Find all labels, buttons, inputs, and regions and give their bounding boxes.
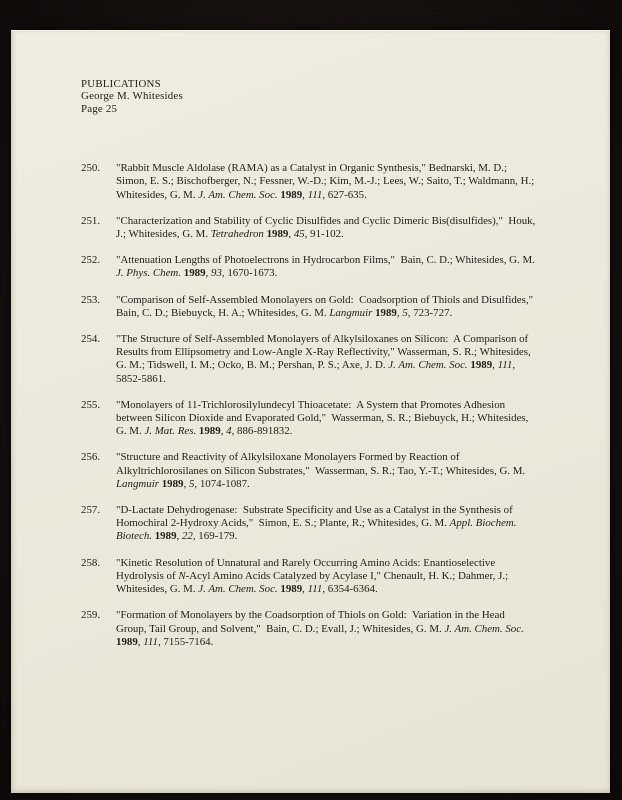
text-segment: , 169-179.	[192, 530, 238, 543]
publication-entry	[81, 215, 610, 241]
entry-number: 257.	[81, 504, 101, 517]
text-segment: "Monolayers of 11-Trichlorosilylundecyl Thioacetate: A System that Promotes Adhesion between Silicon Dioxide and Evaporated Gold," Wasserman, S. R.; Biebuyck, H.; Whitesides, G. M.	[116, 398, 532, 438]
text-segment: 1989	[183, 267, 206, 280]
text-segment: 111	[307, 583, 323, 596]
text-segment: 93	[211, 267, 222, 280]
text-segment: ,	[288, 228, 294, 241]
text-segment: J. Am. Chem. Soc.	[198, 583, 278, 596]
text-segment: N	[178, 569, 186, 582]
text-segment: , 1074-1087.	[194, 477, 250, 490]
text-segment: "The Structure of Self-Assembled Monolayers of Alkylsiloxanes on Silicon: A Comparison of Results from Ellipsometry and Low-Angle X-Ray Reflectivity," Wasserman, S. R.; Whitesides, G. M.; Tidswell, I. M.; Ocko, B. M.; Pershan, P. S.; Axe, J. D.	[116, 333, 534, 372]
text-segment: ,	[302, 583, 308, 596]
entry-text	[116, 609, 538, 649]
entry-text	[116, 294, 538, 320]
publication-entry	[81, 557, 610, 597]
entry-text	[116, 333, 538, 386]
entry-text	[116, 215, 538, 241]
publication-list	[81, 162, 610, 649]
publication-entry	[81, 399, 610, 439]
publication-entry	[81, 451, 610, 491]
text-segment: J. Mat. Res.	[144, 425, 197, 438]
entry-number: 252.	[81, 254, 101, 267]
entry-number: 251.	[81, 214, 101, 227]
entry-number: 254.	[81, 333, 101, 346]
text-segment: , 627-635.	[322, 188, 367, 201]
text-segment: , 723-727.	[407, 306, 453, 319]
text-segment: 45	[293, 228, 305, 241]
text-segment: ,	[205, 267, 211, 280]
text-segment: , 886-891832.	[231, 425, 293, 438]
text-segment: "Comparison of Self-Assembled Monolayers on Gold: Coadsorption of Thiols and Disulfides," Bain, C. D.; Biebuyck, H. A.; Whitesides, G. M.	[116, 293, 539, 319]
text-segment: , 1670-1673.	[221, 267, 278, 280]
entry-text	[116, 399, 538, 439]
text-segment: , 7155-7164.	[157, 635, 214, 648]
text-segment: ,	[137, 635, 144, 648]
text-segment: "Kinetic Resolution of Unnatural and Rarely Occurring Amino Acids: Enantioselective Hydrolysis of	[116, 556, 498, 582]
text-segment: ,	[183, 477, 189, 490]
entry-number: 256.	[81, 451, 101, 464]
text-segment: 1989	[161, 477, 184, 490]
text-segment: "Rabbit Muscle Aldolase (RAMA) as a Catalyst in Organic Synthesis," Bednarski, M. D.; Simon, E. S.; Bischofberger, N.; Fessner, W.-D.; Kim, M.-J.; Lees, W.; Saito, T.; Waldmann, H.; Whitesides, G. M.	[116, 162, 537, 201]
entry-number: 258.	[81, 556, 101, 569]
text-segment: 1989	[266, 228, 289, 241]
entry-text	[116, 504, 538, 544]
text-segment: "Attenuation Lengths of Photoelectrons in Hydrocarbon Films," Bain, C. D.; Whitesides, G. M.	[116, 254, 538, 267]
text-segment: 22	[181, 530, 193, 543]
publication-entry	[81, 162, 610, 202]
text-segment: Langmuir	[329, 306, 373, 319]
text-segment: , 91-102.	[304, 228, 344, 241]
text-segment: "Characterization and Stability of Cyclic Disulfides and Cyclic Dimeric Bis(disulfides)," Houk, J.; Whitesides, G. M.	[116, 214, 539, 241]
text-segment: 1989	[375, 306, 397, 319]
text-segment: 1989	[470, 359, 493, 372]
publication-entry	[81, 294, 610, 320]
entry-number: 250.	[81, 162, 101, 175]
entry-text	[116, 254, 538, 280]
text-segment: 1989	[280, 188, 303, 201]
text-segment: Langmuir	[116, 477, 159, 490]
text-segment: J. Am. Chem. Soc.	[444, 622, 524, 635]
page-header	[81, 78, 610, 115]
publication-entry	[81, 333, 610, 386]
text-segment: 1989	[198, 425, 221, 438]
publication-entry	[81, 504, 610, 544]
header-page-number: Page 25	[81, 102, 118, 115]
text-segment: -Acyl Amino Acids Catalyzed by Acylase I," Chenault, H. K.; Dahmer, J.; Whitesides, G. M.	[116, 569, 511, 596]
entry-number: 259.	[81, 609, 101, 622]
text-segment: J. Am. Chem. Soc.	[388, 359, 468, 372]
text-segment: "Structure and Reactivity of Alkylsiloxane Monolayers Formed by Reaction of Alkyltrichlorosilanes on Silicon Substrates," Wasserman, S. R.; Tao, Y.-T.; Whitesides, G. M.	[116, 451, 528, 477]
text-segment: Tetrahedron	[210, 228, 264, 241]
entry-text	[116, 557, 538, 597]
publication-entry	[81, 609, 610, 649]
text-segment: J. Am. Chem. Soc.	[198, 188, 278, 201]
text-segment: 111	[307, 188, 323, 201]
text-segment: 111	[143, 635, 158, 648]
document-page	[11, 30, 610, 793]
publication-entry	[81, 254, 610, 280]
text-segment: 1989	[116, 635, 138, 648]
text-segment: "Formation of Monolayers by the Coadsorption of Thiols on Gold: Variation in the Head Group, Tail Group, and Solvent," Bain, C. D.; Evall, J.; Whitesides, G. M.	[116, 609, 508, 635]
entry-text	[116, 451, 538, 491]
text-segment: ,	[176, 530, 182, 543]
header-author: George M. Whitesides	[81, 90, 183, 103]
text-segment: 1989	[154, 530, 177, 543]
header-title: PUBLICATIONS	[81, 78, 161, 90]
text-segment: , 5852-5861.	[116, 359, 518, 385]
text-segment: J. Phys. Chem.	[116, 267, 182, 280]
text-segment: 111	[497, 359, 513, 372]
text-segment: 5	[402, 306, 408, 319]
text-segment: 5	[188, 477, 195, 490]
text-segment: "D-Lactate Dehydrogenase: Substrate Specificity and Use as a Catalyst in the Synthesis of Homochiral 2-Hydroxy Acids," Simon, E. S.; Plante, R.; Whitesides, G. M.	[116, 504, 516, 530]
text-segment: ,	[302, 188, 308, 201]
entry-text	[116, 162, 538, 202]
entry-number: 255.	[81, 398, 101, 411]
text-segment: 1989	[280, 583, 303, 596]
text-segment: ,	[492, 359, 498, 372]
entry-number: 253.	[81, 293, 101, 306]
text-segment	[524, 623, 527, 635]
text-segment: ,	[396, 306, 403, 319]
text-segment: 4	[226, 425, 232, 438]
text-segment: ,	[220, 425, 227, 438]
text-segment: Appl. Biochem. Biotech.	[116, 517, 520, 543]
text-segment: , 6354-6364.	[322, 583, 378, 596]
